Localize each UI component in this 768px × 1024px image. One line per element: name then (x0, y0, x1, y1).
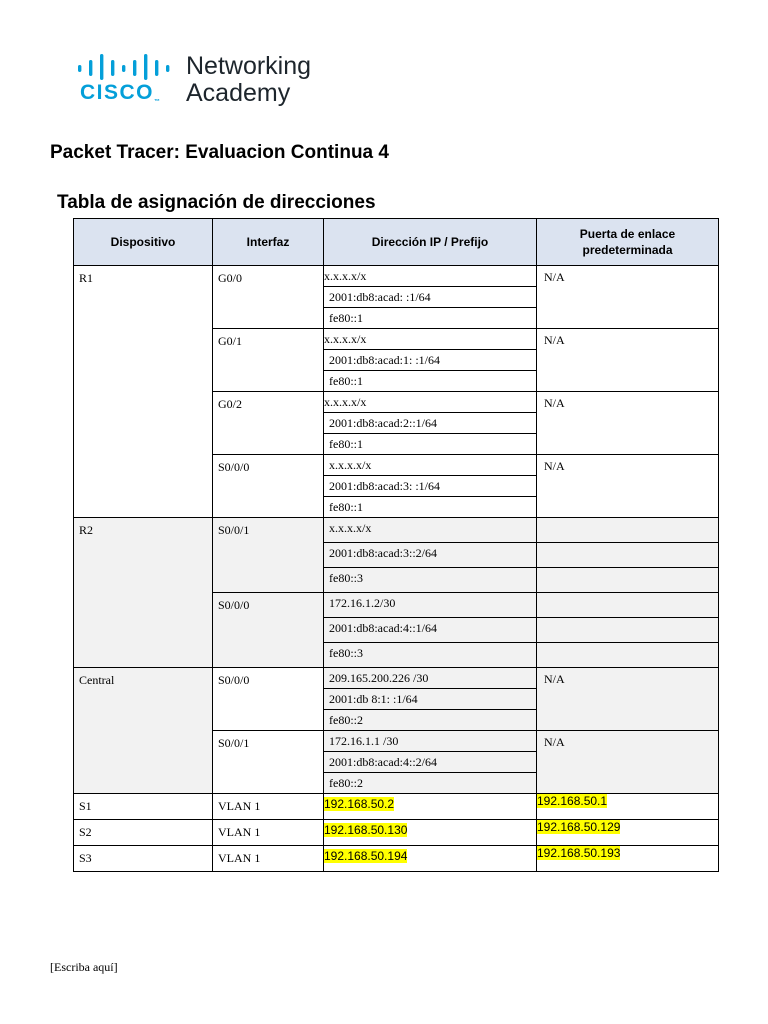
ip-cell: 209.165.200.226 /30 (324, 668, 537, 689)
table-row (74, 266, 719, 287)
device-cell-r1: R1 (74, 266, 213, 518)
ip-cell: fe80::3 (324, 568, 537, 593)
ip-cell: 2001:db8:acad:3: :1/64 (324, 476, 537, 497)
interface-cell: S0/0/0 (213, 593, 324, 668)
ip-cell: fe80::1 (324, 371, 537, 392)
gateway-cell (537, 593, 719, 618)
cisco-networking-academy-logo (78, 54, 338, 106)
ip-cell: x.x.x.x/x (324, 266, 537, 287)
ip-cell: fe80::2 (324, 773, 537, 794)
gateway-cell (537, 543, 719, 568)
gateway-cell (537, 846, 719, 872)
ip-cell: 172.16.1.2/30 (324, 593, 537, 618)
header-device: Dispositivo (74, 219, 213, 266)
interface-cell: VLAN 1 (213, 794, 324, 820)
highlighted-ip: 192.168.50.2 (324, 797, 395, 811)
interface-cell: VLAN 1 (213, 846, 324, 872)
ip-cell: fe80::3 (324, 643, 537, 668)
table-row (74, 794, 719, 820)
footer-placeholder: [Escriba aquí] (50, 960, 118, 974)
highlighted-gateway: 192.168.50.193 (537, 846, 621, 860)
header-interface: Interfaz (213, 219, 324, 266)
ip-cell: 2001:db8:acad: :1/64 (324, 287, 537, 308)
ip-cell: fe80::1 (324, 497, 537, 518)
table-row (74, 668, 719, 689)
ip-cell: 2001:db8:acad:1: :1/64 (324, 350, 537, 371)
ip-cell: fe80::1 (324, 308, 537, 329)
table-row (74, 518, 719, 543)
ip-cell: 172.16.1.1 /30 (324, 731, 537, 752)
ip-cell: 2001:db8:acad:3::2/64 (324, 543, 537, 568)
interface-cell: S0/0/1 (213, 518, 324, 593)
cisco-wordmark: CISCO™ (80, 81, 161, 105)
gateway-cell: N/A (537, 668, 719, 731)
header-gateway: Puerta de enlace predeterminada (537, 219, 719, 266)
device-cell-s1: S1 (74, 794, 213, 820)
gateway-cell: N/A (537, 266, 719, 329)
ip-cell (324, 794, 537, 820)
ip-cell (324, 846, 537, 872)
gateway-cell (537, 820, 719, 846)
table-row (74, 820, 719, 846)
ip-cell: 2001:db8:acad:4::1/64 (324, 618, 537, 643)
address-table (73, 218, 719, 872)
device-cell-r2: R2 (74, 518, 213, 668)
ip-cell: fe80::2 (324, 710, 537, 731)
gateway-cell (537, 794, 719, 820)
gateway-cell (537, 518, 719, 543)
interface-cell: S0/0/0 (213, 668, 324, 731)
cisco-bars-icon (78, 54, 170, 80)
gateway-cell: N/A (537, 455, 719, 518)
ip-cell: x.x.x.x/x (324, 329, 537, 350)
device-cell-s2: S2 (74, 820, 213, 846)
gateway-cell: N/A (537, 731, 719, 794)
interface-cell: G0/0 (213, 266, 324, 329)
ip-cell: fe80::1 (324, 434, 537, 455)
interface-cell: S0/0/0 (213, 455, 324, 518)
gateway-cell (537, 643, 719, 668)
header-ip: Dirección IP / Prefijo (324, 219, 537, 266)
gateway-cell: N/A (537, 329, 719, 392)
ip-cell: x.x.x.x/x (324, 455, 537, 476)
gateway-cell (537, 618, 719, 643)
highlighted-ip: 192.168.50.130 (324, 823, 408, 837)
document-title: Packet Tracer: Evaluacion Continua 4 (50, 142, 389, 163)
logo-networking-text: Networking (186, 52, 312, 80)
ip-cell: 2001:db8:acad:4::2/64 (324, 752, 537, 773)
interface-cell: S0/0/1 (213, 731, 324, 794)
gateway-cell (537, 568, 719, 593)
ip-cell (324, 820, 537, 846)
ip-cell: x.x.x.x/x (324, 392, 537, 413)
highlighted-gateway: 192.168.50.129 (537, 820, 621, 834)
interface-cell: VLAN 1 (213, 820, 324, 846)
ip-cell: 2001:db8:acad:2::1/64 (324, 413, 537, 434)
device-cell-s3: S3 (74, 846, 213, 872)
highlighted-gateway: 192.168.50.1 (537, 794, 608, 808)
logo-academy-text: Academy (186, 79, 291, 107)
interface-cell: G0/1 (213, 329, 324, 392)
ip-cell: 2001:db 8:1: :1/64 (324, 689, 537, 710)
highlighted-ip: 192.168.50.194 (324, 849, 408, 863)
device-cell-central: Central (74, 668, 213, 794)
table-title: Tabla de asignación de direcciones (57, 192, 376, 213)
interface-cell: G0/2 (213, 392, 324, 455)
ip-cell: x.x.x.x/x (324, 518, 537, 543)
gateway-cell: N/A (537, 392, 719, 455)
table-header-row (74, 219, 719, 266)
table-row (74, 846, 719, 872)
